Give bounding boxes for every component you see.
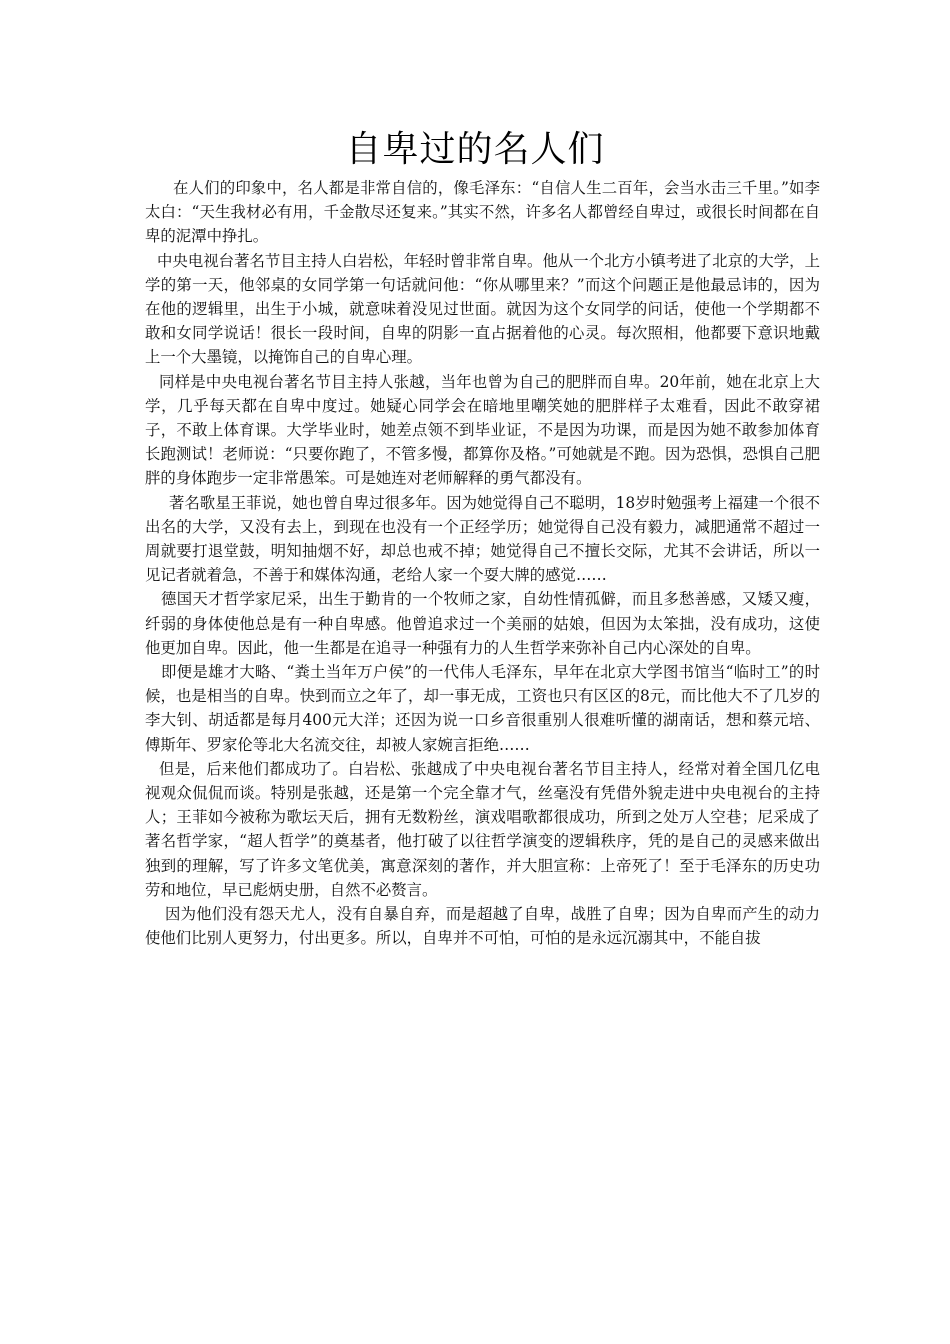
document-body xyxy=(145,176,820,951)
paragraph-zhang-yue: 同样是中央电视台著名节目主持人张越，当年也曾为自己的肥胖而自卑。20年前，她在北京上大学，几乎每天都在自卑中度过。她疑心同学会在暗地里嘲笑她的肥胖样子太难看，因此不敢穿裙子，不敢上体育课。大学毕业时，她差点领不到毕业证，不是因为功课，而是因为她不敢参加体育长跑测试！老师说：“只要你跑了，不管多慢，都算你及格。”可她就是不跑。因为恐惧，恐惧自己肥胖的身体跑步一定非常愚笨。可是她连对老师解释的勇气都没有。 xyxy=(145,372,820,488)
paragraph-bai-yansong: 中央电视台著名节目主持人白岩松，年轻时曾非常自卑。他从一个北方小镇考进了北京的大学，上学的第一天，他邻桌的女同学第一句话就问他：“你从哪里来？”而这个问题正是他最忌讳的，因为在他的逻辑里，出生于小城，就意味着没见过世面。就因为这个女同学的问话，使他一个学期都不敢和女同学说话！很长一段时间，自卑的阴影一直占据着他的心灵。每次照相，他都要下意识地戴上一个大墨镜，以掩饰自己的自卑心理。 xyxy=(145,251,820,367)
paragraph-mao-zedong: 即便是雄才大略、“粪土当年万户侯”的一代伟人毛泽东，早年在北京大学图书馆当“临时工”的时候，也是相当的自卑。快到而立之年了，却一事无成，工资也只有区区的8元，而比他大不了几岁的李大钊、胡适都是每月400元大洋；还因为说一口乡音很重别人很难听懂的湖南话，想和蔡元培、傅斯年、罗家伦等北大名流交往，却被人家婉言拒绝…… xyxy=(145,663,820,754)
paragraph-conclusion: 因为他们没有怨天尤人，没有自暴自弃，而是超越了自卑，战胜了自卑；因为自卑而产生的动力使他们比别人更努力，付出更多。所以，自卑并不可怕，可怕的是永远沉溺其中，不能自拔 xyxy=(145,905,820,948)
document-title: 自卑过的名人们 xyxy=(345,129,605,170)
paragraph-nietzsche: 德国天才哲学家尼采，出生于勤肯的一个牧师之家，自幼性情孤僻，而且多愁善感，又矮又瘦，纤弱的身体使他总是有一种自卑感。他曾追求过一个美丽的姑娘，但因为太笨拙，没有成功，这使他更加自卑。因此，他一生都是在追寻一种强有力的人生哲学来弥补自己内心深处的自卑。 xyxy=(145,590,820,657)
paragraph-success: 但是，后来他们都成功了。白岩松、张越成了中央电视台著名节目主持人，经常对着全国几亿电视观众侃侃而谈。特别是张越，还是第一个完全靠才气，丝毫没有凭借外貌走进中央电视台的主持人；王菲如今被称为歌坛天后，拥有无数粉丝，演戏唱歌都很成功，所到之处万人空巷；尼采成了著名哲学家，“超人哲学”的奠基者，他打破了以往哲学演变的逻辑秩序，凭的是自己的灵感来做出独到的理解，写了许多文笔优美，寓意深刻的著作，并大胆宣称：上帝死了！至于毛泽东的历史功劳和地位，早已彪炳史册，自然不必赘言。 xyxy=(145,759,820,899)
paragraph-wang-fei: 著名歌星王菲说，她也曾自卑过很多年。因为她觉得自己不聪明，18岁时勉强考上福建一个很不出名的大学，又没有去上，到现在也没有一个正经学历；她觉得自己没有毅力，减肥通常不超过一周就要打退堂鼓，明知抽烟不好，却总也戒不掉；她觉得自己不擅长交际，尤其不会讲话，所以一见记者就着急，不善于和媒体沟通，老给人家一个耍大牌的感觉…… xyxy=(145,493,820,585)
paragraph-intro: 在人们的印象中，名人都是非常自信的，像毛泽东：“自信人生二百年，会当水击三千里。”如李太白：“天生我材必有用，千金散尽还复来。”其实不然，许多名人都曾经自卑过，或很长时间都在自卑的泥潭中挣扎。 xyxy=(145,179,820,246)
